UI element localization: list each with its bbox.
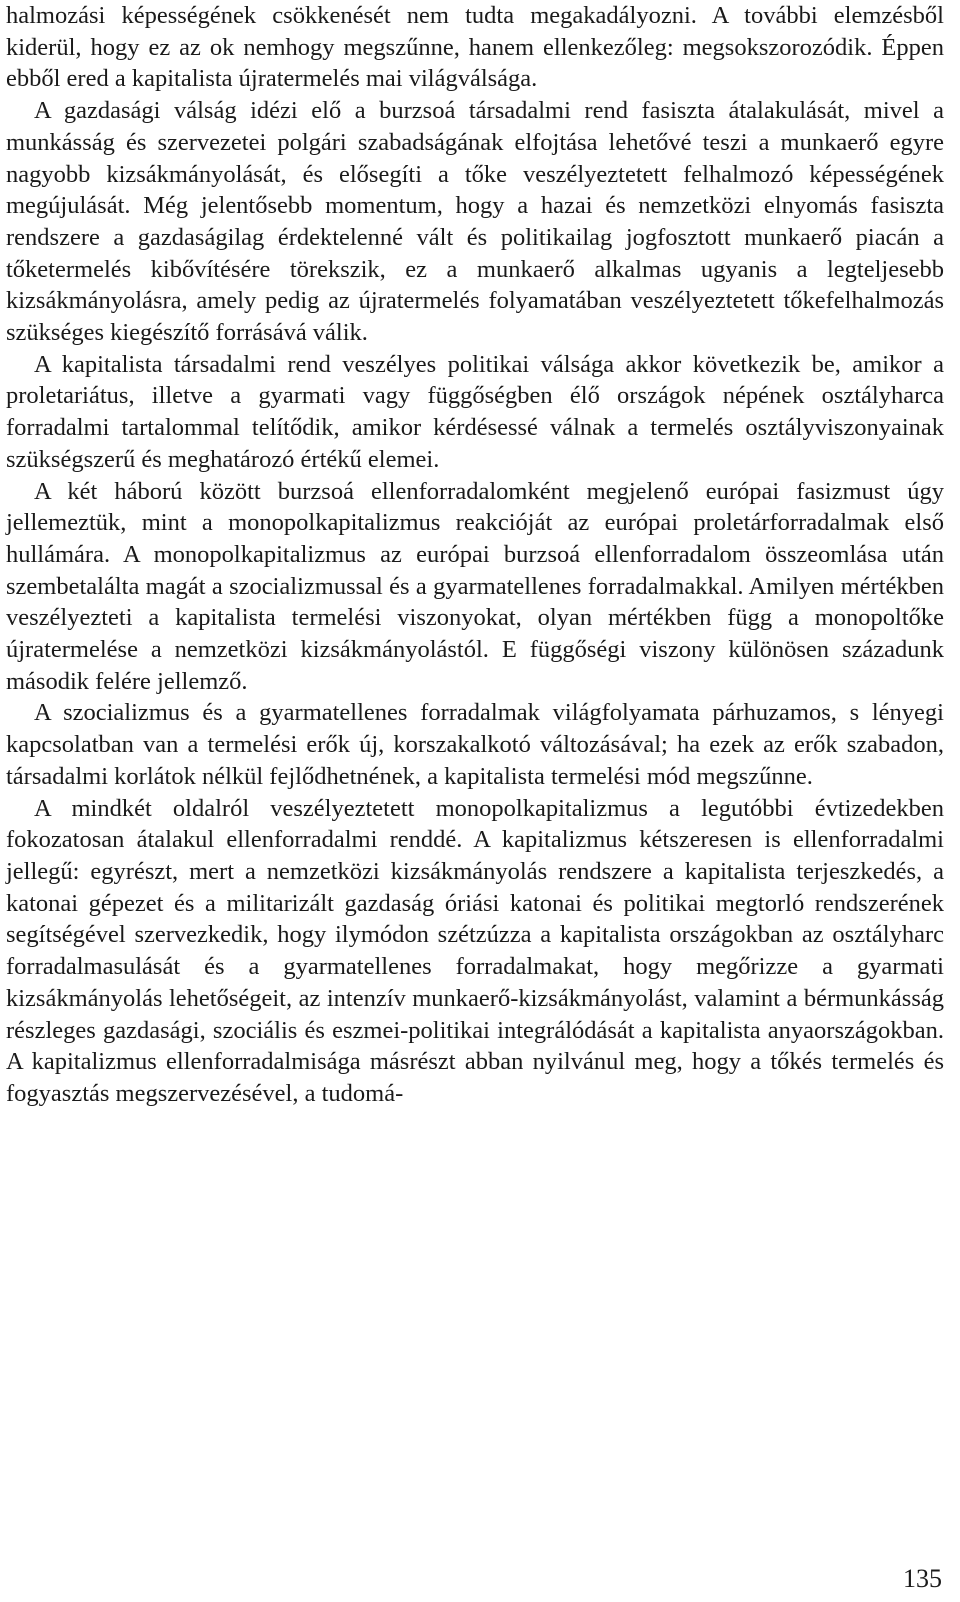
paragraph: A kapitalista társadalmi rend veszélyes politikai válsága akkor következik be, amikor a proletariátus, illetve a gyarmati vagy függőségben élő országok népének osztályharca forradalmi tartalommal telítődik, amikor kérdésessé válnak a termelés osztályviszonyainak szükségszerű és meghatározó értékű elemei. [6, 350, 944, 473]
paragraph-continued: halmozási képességének csökkenését nem tudta megakadályozni. A további elemzésből kiderül, hogy ez az ok nemhogy megszűnne, hanem ellenkezőleg: megsokszorozódik. Éppen ebből ered a kapitalista újratermelés mai világválsága. [6, 2, 944, 93]
paragraph: A szocializmus és a gyarmatellenes forradalmak világfolyamata párhuzamos, s lényegi kapcsolatban van a termelési erők új, korszakalkotó változásával; ha ezek az erők szabadon, társadalmi korlátok nélkül fejlődhetnének, a kapitalista termelési mód megszűnne. [6, 699, 944, 790]
paragraph: A mindkét oldalról veszélyeztetett monopolkapitalizmus a legutóbbi évtizedekben fokozatosan átalakul ellenforradalmi renddé. A kapitalizmus kétszeresen is ellenforradalmi jellegű: egyrészt, mert a nemzetközi kizsákmányolás rendszere a kapitalista terjeszkedés, a katonai gépezet és a militarizált gazdaság óriási katonai és politikai megtorló rendszerének segítségével szervezkedik, hogy ilymódon szétzúzza a kapitalista országokban az osztályharc forradalmasulását és a gyarmatellenes forradalmakat, hogy megőrizze a gyarmati kizsákmányolás lehetőségeit, az intenzív munkaerő-kizsákmányolást, valamint a bérmunkásság részleges gazdasági, szociális és eszmei-politikai integrálódását a kapitalista anyaországokban. A kapitalizmus ellenforradalmisága másrészt abban nyilvánul meg, hogy a tőkés termelés és fogyasztás megszervezésével, a tudomá- [6, 794, 944, 1107]
body-text [6, 0, 944, 1110]
paragraph: A két háború között burzsoá ellenforradalomként megjelenő európai fasizmust úgy jellemeztük, mint a monopolkapitalizmus reakcióját az európai proletárforradalmak első hullámára. A monopolkapitalizmus az európai burzsoá ellenforradalom összeomlása után szembetalálta magát a szocializmussal és a gyarmatellenes forradalmakkal. Amilyen mértékben veszélyezteti a kapitalista termelési viszonyokat, olyan mértékben függ a monopoltőke újratermelése a nemzetközi kizsákmányolástól. E függőségi viszony különösen századunk második felére jellemző. [6, 477, 944, 695]
paragraph: A gazdasági válság idézi elő a burzsoá társadalmi rend fasiszta átalakulását, mivel a munkásság és szervezetei polgári szabadságának elfojtása lehetővé teszi a munkaerő egyre nagyobb kizsákmányolását, és elősegíti a tőke veszélyeztetett felhalmozó képességének megújulását. Még jelentősebb momentum, hogy a hazai és nemzetközi elnyomás fasiszta rendszere a gazdaságilag érdektelenné vált és politikailag jogfosztott munkaerő piacán a tőketermelés kibővítésére törekszik, ez a munkaerő alkalmas ugyanis a legteljesebb kizsákmányolásra, amely pedig az újratermelés folyamatában veszélyeztetett tőkefelhalmozás szükséges kiegészítő forrásává válik. [6, 97, 944, 347]
page-number: 135 [903, 1564, 942, 1593]
